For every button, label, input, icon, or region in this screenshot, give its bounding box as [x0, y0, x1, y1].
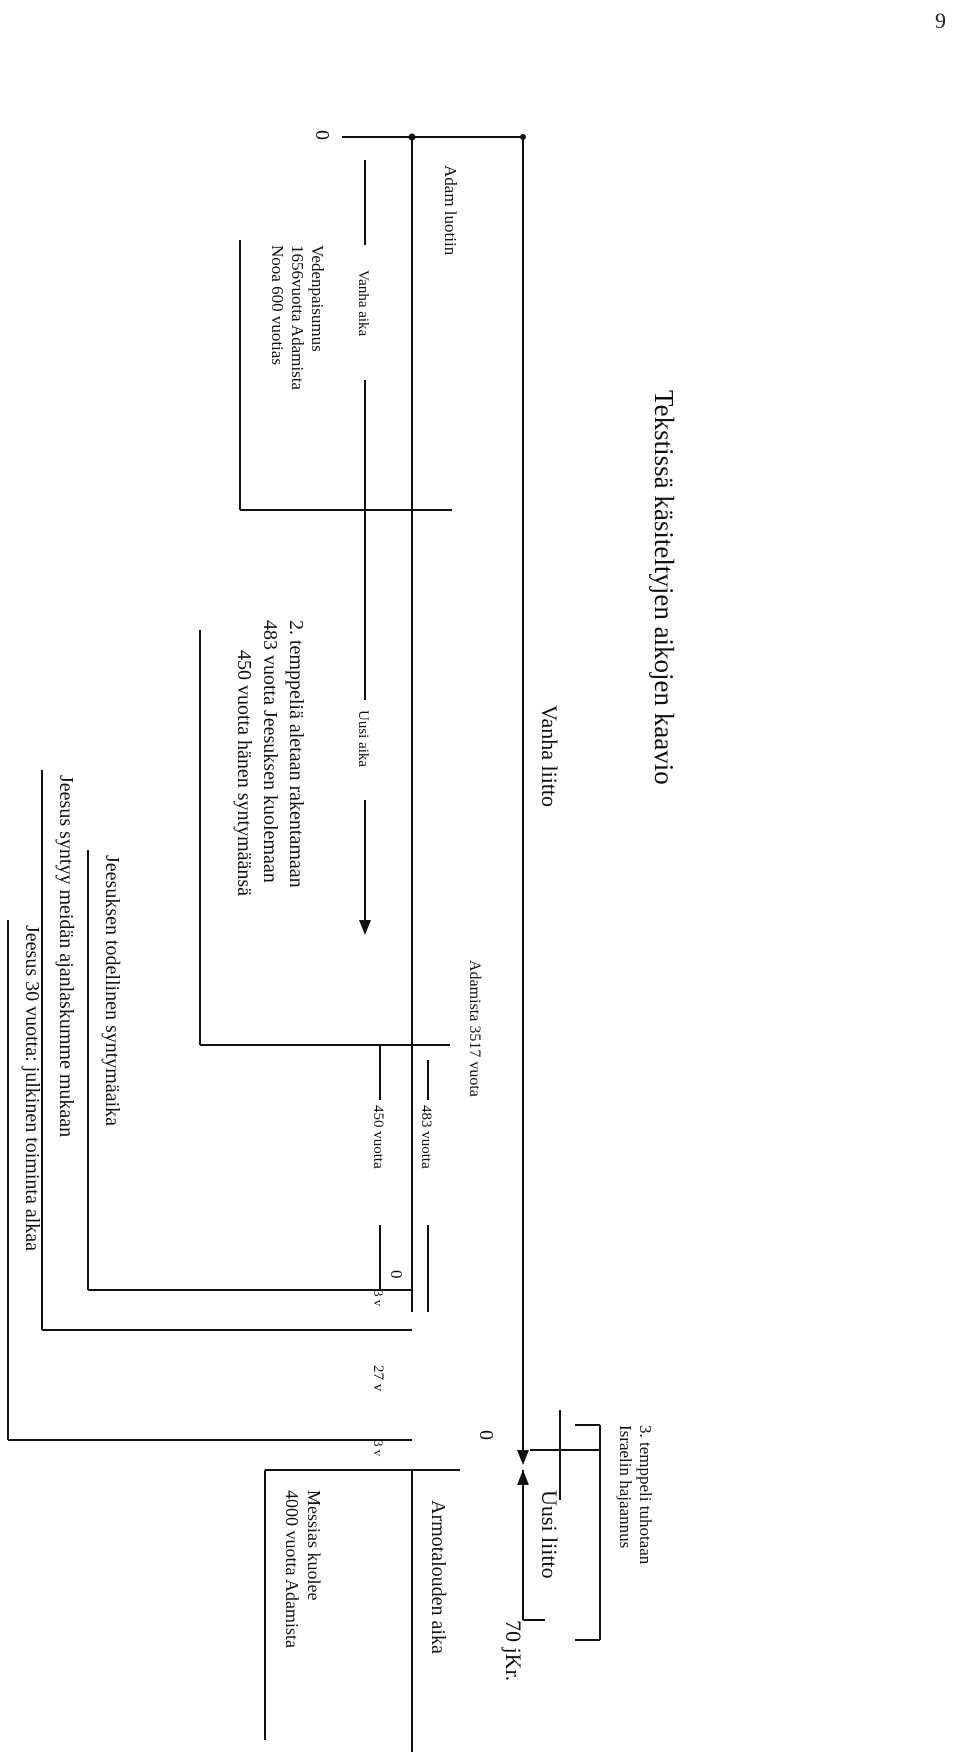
temple-rebuild-line-1: 2. temppeliä aletaan rakentamaan	[285, 620, 307, 888]
label-uusi-aika: Uusi aika	[355, 710, 371, 768]
temple-rebuild-line-2: 483 vuotta Jeesuksen kuolemaan	[259, 620, 281, 883]
label-armotalouden-aika: Armotalouden aika	[427, 1500, 449, 1654]
temple-destroyed-line-2: Israelin hajaannus	[616, 1425, 635, 1549]
label-vanha-liitto: Vanha liitto	[537, 705, 562, 808]
label-adam-luotiin: Adam luotiin	[441, 165, 460, 256]
label-birth-true: Jeesuksen todellinen syntymäaika	[101, 855, 123, 1127]
adam-dot	[409, 134, 416, 141]
label-3v-a: 3 v	[371, 1290, 386, 1307]
page-number: 9	[935, 8, 946, 33]
vedenpaisumus-line-3: Nooa 600 vuotias	[268, 245, 287, 365]
text-layer	[21, 130, 679, 1681]
vedenpaisumus-line-2: 1656vuotta Adamista	[288, 245, 307, 390]
label-27v: 27 v	[370, 1365, 386, 1392]
label-483-vuotta: 483 vuotta	[418, 1105, 434, 1169]
label-450-vuotta: 450 vuotta	[370, 1105, 386, 1169]
liitto-dot	[520, 134, 526, 140]
vedenpaisumus-line-1: Vedenpaisumus	[308, 245, 327, 352]
label-zero-top: 0	[311, 130, 333, 140]
messias-line-1: Messias kuolee	[304, 1490, 324, 1601]
uusi-liitto-arrow	[517, 1470, 529, 1485]
label-ministry: Jeesus 30 vuotta: julkinen toiminta alkaa	[21, 925, 43, 1252]
label-3v-b: 3 v	[371, 1440, 386, 1457]
label-adamista-3517: Adamista 3517 vuota	[466, 960, 483, 1097]
label-seventy-ad: 70 jKr.	[501, 1620, 526, 1682]
temple-rebuild-line-3: 450 vuotta hänen syntymäänsä	[233, 650, 255, 897]
label-zero-small: 0	[387, 1270, 406, 1279]
label-vanha-aika: Vanha aika	[355, 270, 371, 337]
vanha-liitto-arrow	[517, 1450, 529, 1465]
label-uusi-liitto: Uusi liitto	[537, 1490, 562, 1579]
label-zero-mid: 0	[475, 1430, 497, 1440]
uusi-aika-arrow	[359, 920, 371, 935]
temple-destroyed-line-1: 3. temppeli tuhotaan	[636, 1425, 655, 1565]
diagram-title: Tekstissä käsiteltyjen aikojen kaavio	[649, 390, 679, 785]
label-birth-calendar: Jeesus syntyy meidän ajanlaskumme mukaan	[55, 775, 77, 1138]
messias-line-2: 4000 vuotta Adamista	[282, 1490, 302, 1648]
